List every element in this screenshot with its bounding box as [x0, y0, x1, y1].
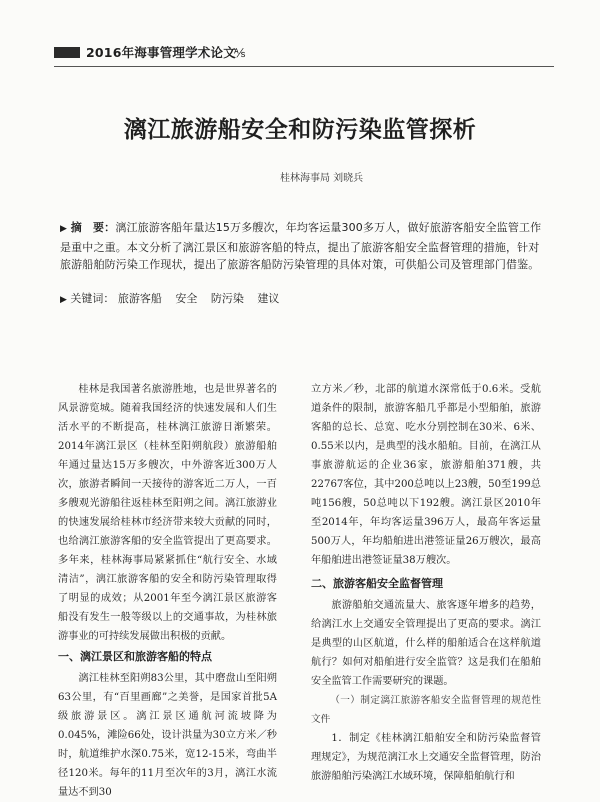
body-paragraph: 漓江桂林至阳朔83公里，其中磨盘山至阳朔63公里，有“百里画廊”之美誉，是国家首批5A级旅游景区。漓江景区通航河流坡降为0.045%，滩险66处，设计洪量为30立方米／秒时，航道维护水深0.75米，宽12-15米，弯曲半径120米。每年的11月至次年的3月，漓江水流量达不到30: [58, 673, 277, 798]
body-paragraph: 立方米／秒，北部的航道水深常低于0.6米。受航道条件的限制，旅游客船几乎都是小型船舶，旅游客船的总长、总宽、吃水分别控制在30米、6米、0.55米以内，是典型的浅水船舶。目前，在漓江从事旅游航运的企业36家，旅游船舶371艘，共22767客位，其中200总吨以上23艘，50至199总吨156艘，50总吨以下192艘。漓江景区2010年至2014年，年均客运量396万人，最高年客运量500万人，年均船舶进出港签证量26万艘次，最高年船舶进出港签证量38万艘次。: [311, 384, 541, 566]
keyword: 安全: [175, 292, 198, 305]
header-bar-mark: [54, 47, 80, 58]
body-column-left: [58, 380, 277, 802]
bullet-triangle-icon: ▶: [60, 224, 68, 234]
body-paragraph: 桂林是我国著名旅游胜地，也是世界著名的风景游览城。随着我国经济的快速发展和人们生活水平的不断提高，桂林漓江旅游日渐繁荣。2014年漓江景区（桂林至阳朔航段）旅游船舶年通过量达15万多艘次，中外游客近300万人次，旅游者瞬间一天接待的游客近二万人，一百多艘观光游船往返桂林至阳朔之间。漓江旅游业的快速发展给桂林市经济带来较大贡献的同时，也给漓江旅游客船的安全监管提出了更高要求。多年来，桂林海事局紧紧抓住“航行安全、水域清洁”，漓江旅游客船的安全和防污染管理取得了明显的成效；从2001年至今漓江景区旅游客船没有发生一般等级以上的交通事故，为桂林旅游事业的可持续发展做出积极的贡献。: [58, 384, 277, 642]
keyword: 旅游客船: [117, 292, 162, 305]
abstract-text: 漓江旅游客船年量达15万多艘次，年均客运量300多万人，做好旅游客船安全监管工作是重中之重。本文分析了漓江景区和旅游客船的特点，提出了旅游客船安全监督管理的措施，针对旅游船舶防污染工作现状，提出了旅游客船防污染管理的具体对策，可供船公司及管理部门借鉴。: [60, 221, 542, 272]
article-title: 漓江旅游船安全和防污染监管探析: [123, 117, 477, 143]
subsection-heading: （一）制定漓江旅游客船安全监督管理的规范性文件: [311, 695, 541, 725]
keywords: [60, 290, 546, 309]
keyword: 防污染: [210, 292, 244, 305]
body-paragraph: 1．制定《桂林漓江船舶安全和防污染监督管理规定》，为规范漓江水上交通安全监督管理，防治旅游船舶污染漓江水域环境，保障船舶航行和: [311, 733, 541, 782]
abstract-label: 摘 要：: [70, 221, 116, 234]
author-line: 桂林海事局 刘晓兵: [280, 173, 364, 184]
header-ornament: ⅍: [234, 46, 246, 60]
abstract: [60, 219, 546, 274]
keyword: 建议: [257, 292, 280, 305]
header-rule: [54, 66, 554, 67]
body-paragraph: 旅游船舶交通流量大、旅客逐年增多的趋势，给漓江水上交通安全管理提出了更高的要求。漓江是典型的山区航道，什么样的船舶适合在这样航道航行？如何对船舶进行安全监管？这是我们在船舶安全监管工作需要研究的课题。: [311, 600, 541, 687]
section-heading-2: 二、旅游客船安全监督管理: [311, 577, 443, 590]
series-title: 2016年海事管理学术论文: [86, 45, 236, 60]
section-heading-1: 一、漓江景区和旅游客船的特点: [58, 650, 212, 663]
keywords-label: 关键词：: [70, 292, 115, 305]
running-header: [54, 44, 554, 62]
bullet-triangle-icon: ▶: [60, 295, 67, 305]
body-column-right: [311, 380, 541, 786]
